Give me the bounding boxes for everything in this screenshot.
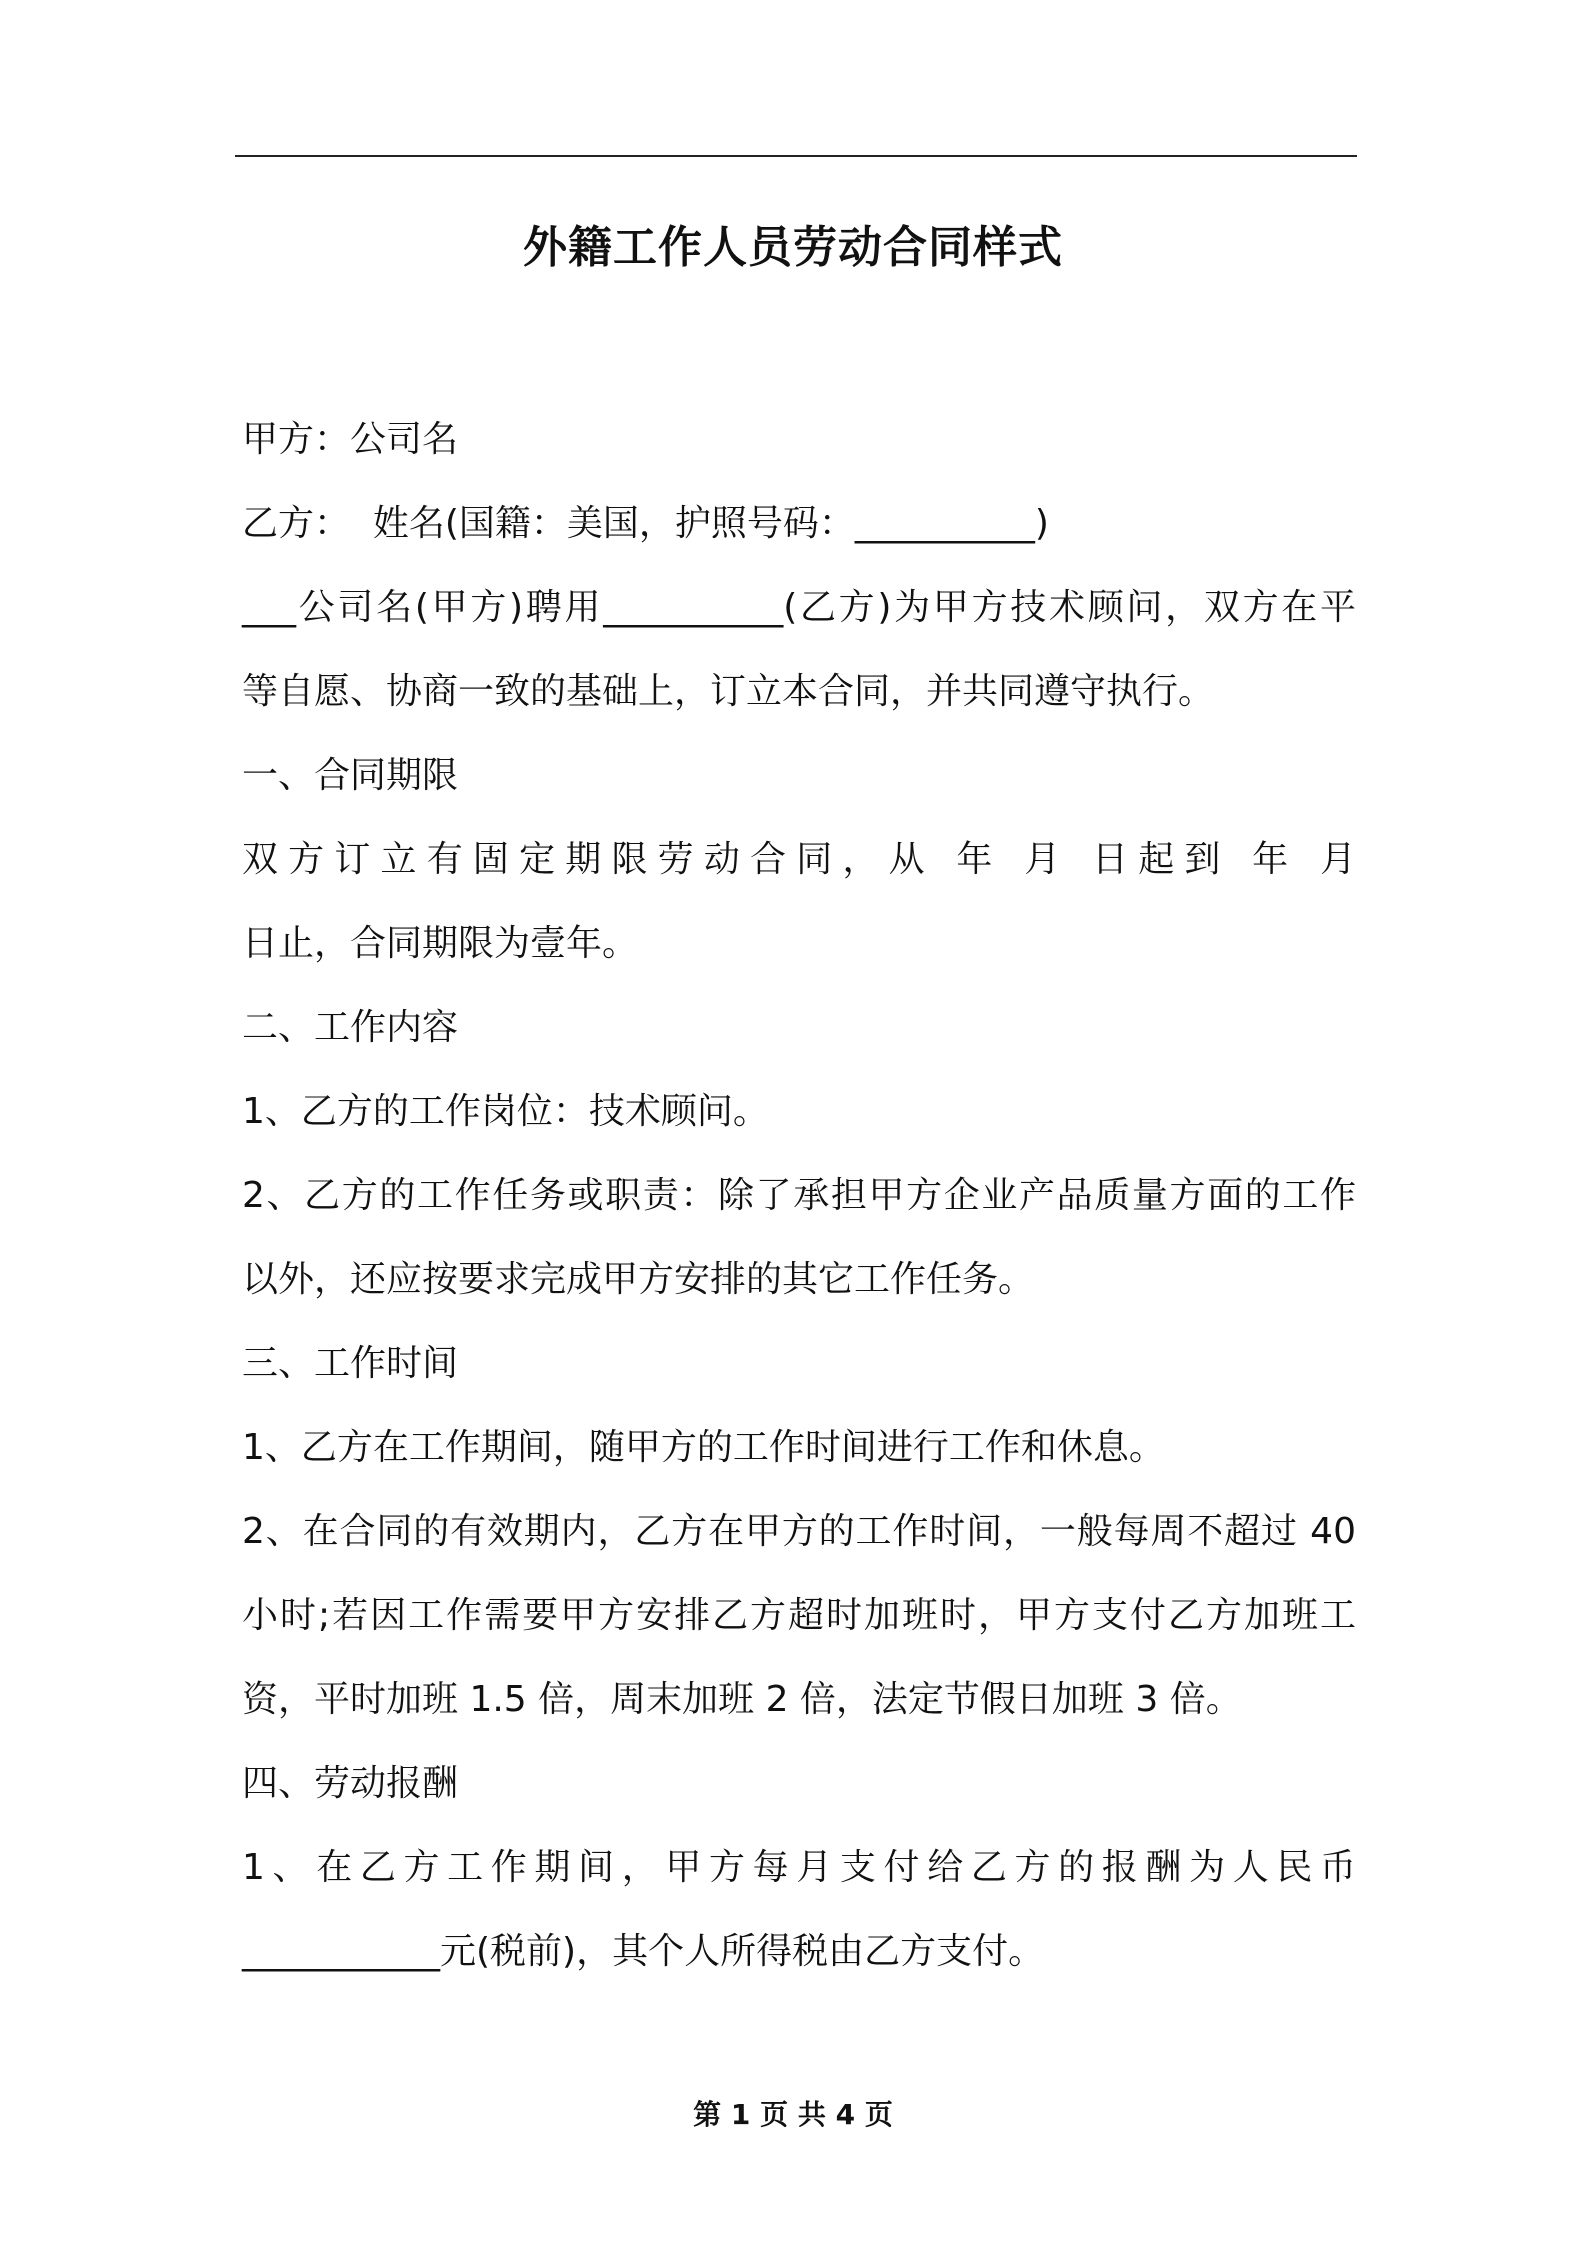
work-content-item-1: 1、乙方的工作岗位：技术顾问。 [242,1091,769,1132]
document-body [242,398,1356,1994]
section-heading-work-hours: 三、工作时间 [242,1343,459,1384]
header-rule [235,155,1357,157]
work-hours-item-2-line-1: 2、在合同的有效期内，乙方在甲方的工作时间，一般每周不超过 40 [242,1511,1356,1552]
term-line-1: 双方订立有固定期限劳动合同，从 年 月 日起到 年 月 [242,839,1356,880]
page-number: 第 1 页 共 4 页 [693,2098,893,2131]
section-heading-remuneration: 四、劳动报酬 [242,1763,459,1804]
intro-line-1: ___公司名(甲方)聘用__________(乙方)为甲方技术顾问，双方在平 [242,587,1356,628]
work-hours-item-2-line-2: 小时;若因工作需要甲方安排乙方超时加班时，甲方支付乙方加班工 [242,1595,1356,1636]
party-a-line: 甲方：公司名 [242,419,459,460]
document-title: 外籍工作人员劳动合同样式 [523,222,1063,273]
work-hours-item-1: 1、乙方在工作期间，随甲方的工作时间进行工作和休息。 [242,1427,1165,1468]
intro-line-2: 等自愿、协商一致的基础上，订立本合同，并共同遵守执行。 [242,671,1215,712]
work-content-item-2-line-2: 以外，还应按要求完成甲方安排的其它工作任务。 [242,1259,1035,1300]
party-b-line: 乙方： 姓名(国籍：美国，护照号码：__________) [242,503,1049,544]
work-content-item-2-line-1: 2、乙方的工作任务或职责：除了承担甲方企业产品质量方面的工作 [242,1175,1356,1216]
remuneration-item-1-line-2: ___________元(税前)，其个人所得税由乙方支付。 [242,1931,1045,1972]
remuneration-item-1-line-1: 1、在乙方工作期间，甲方每月支付给乙方的报酬为人民币 [242,1847,1356,1888]
section-heading-work-content: 二、工作内容 [242,1007,459,1048]
term-line-2: 日止，合同期限为壹年。 [242,923,639,964]
work-hours-item-2-line-3: 资，平时加班 1.5 倍，周末加班 2 倍，法定节假日加班 3 倍。 [242,1679,1242,1720]
section-heading-term: 一、合同期限 [242,755,459,796]
